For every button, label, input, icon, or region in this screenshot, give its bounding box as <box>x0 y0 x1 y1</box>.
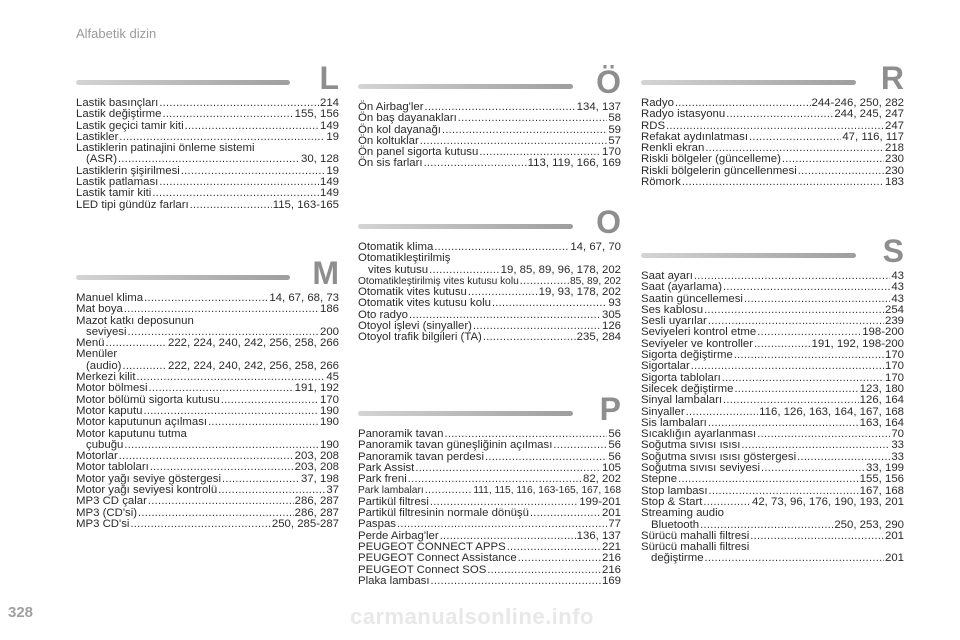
section-m <box>76 257 339 530</box>
entry-term: Panoramik tavan güneşliğinin açılması <box>358 439 553 452</box>
entry-page-numbers: 250, 285-287 <box>271 517 339 530</box>
dot-leader <box>159 177 319 188</box>
entry-term: Park lambaları <box>358 485 424 497</box>
entry-list <box>76 293 339 530</box>
entry-term: Sigortalar <box>641 360 690 373</box>
section-divider <box>358 84 573 89</box>
dot-leader <box>185 121 319 132</box>
entry-page-numbers: 286, 287 <box>294 506 339 519</box>
dot-leader <box>723 282 890 293</box>
dot-leader <box>152 188 319 199</box>
entry-term: MP3 CD'si <box>76 517 130 530</box>
entry-term: Sıcaklığın ayarlanması <box>641 428 757 441</box>
entry-page-numbers: 43 <box>891 292 904 305</box>
entry-term: LED tipi gündüz farları <box>76 198 189 211</box>
section-divider <box>358 224 573 229</box>
entry-page-numbers: 56 <box>608 450 621 463</box>
entry-page-numbers: 33 <box>891 450 904 463</box>
entry-page-numbers: 77 <box>608 518 621 531</box>
entry-page-numbers: 37 <box>326 484 339 497</box>
section-letter: Ö <box>596 64 621 100</box>
index-entry-heading: Otomatikleştirilmiş <box>358 252 451 265</box>
entry-term: Partikül filtresinin normale dönüşü <box>358 507 529 520</box>
entry-term: Ön sis farları <box>358 157 423 170</box>
index-entry <box>76 519 339 530</box>
index-entry <box>76 109 339 120</box>
index-entry <box>641 474 904 485</box>
entry-term: Menü <box>76 337 105 350</box>
entry-page-numbers: 218 <box>884 142 904 155</box>
entry-page-numbers: 30, 128 <box>300 153 339 166</box>
index-entry <box>358 332 621 343</box>
entry-term: vites kutusu <box>368 263 429 276</box>
entry-page-numbers: 170 <box>884 349 904 362</box>
index-entry <box>641 395 904 406</box>
entry-page-numbers: 57 <box>608 134 621 147</box>
entry-page-numbers: 198-200 <box>862 326 904 339</box>
entry-term: Stop & Start <box>641 495 703 508</box>
entry-term: seviyesi <box>86 325 127 338</box>
entry-term: Sesli uyarılar <box>641 315 707 328</box>
section-letter: S <box>882 233 904 269</box>
entry-page-numbers: 155, 156 <box>859 473 904 486</box>
dot-leader <box>678 474 859 485</box>
header-title: Alfabetik dizin <box>76 26 157 41</box>
index-entry <box>76 200 339 211</box>
entry-term: Lastik patlaması <box>76 176 159 189</box>
entry-page-numbers: 149 <box>319 119 339 132</box>
entry-page-numbers: 216 <box>601 563 621 576</box>
entry-page-numbers: 47, 116, 117 <box>842 130 904 143</box>
section-o-umlaut <box>358 66 621 170</box>
index-entry <box>76 417 339 428</box>
entry-term: Motor yağı seviyesi kontrolü <box>76 484 218 497</box>
watermark: carmanualsonline.info <box>350 604 594 629</box>
entry-page-numbers: 191, 192, 198-200 <box>811 337 904 350</box>
index-entry <box>358 113 621 124</box>
entry-page-numbers: 254 <box>884 303 904 316</box>
entry-term: Otoyol işlevi (sinyaller) <box>358 320 472 333</box>
dot-leader <box>682 177 884 188</box>
entry-term: Otomatik klima <box>358 241 434 253</box>
index-entry-heading: Motor kaputunu tutma <box>76 427 187 440</box>
entry-list <box>358 102 621 170</box>
entry-term: Seviyeler ve kontroller <box>641 337 754 350</box>
entry-term: Ön baş dayanakları <box>358 112 457 125</box>
entry-term: Saat (ayarlama) <box>641 281 723 294</box>
entry-term: Radyo istasyonu <box>641 108 726 121</box>
entry-term: Saatin güncellemesi <box>641 292 743 305</box>
entry-term: Saat ayarı <box>641 270 693 282</box>
entry-page-numbers: 113, 119, 166, 169 <box>527 157 621 170</box>
entry-page-numbers: 230 <box>884 164 904 177</box>
entry-term: RDS <box>641 119 666 132</box>
index-entry <box>358 158 621 169</box>
entry-page-numbers: 105 <box>601 461 621 474</box>
dot-leader <box>754 339 810 350</box>
entry-page-numbers: 183 <box>884 176 904 189</box>
section-letter: O <box>596 204 621 240</box>
dot-leader <box>734 350 884 361</box>
entry-page-numbers: 222, 224, 240, 242, 256, 258, 266 <box>167 337 339 350</box>
entry-page-numbers: 42, 73, 96, 176, 190, 193, 201 <box>751 495 904 508</box>
index-entry <box>358 440 621 451</box>
entry-term: değiştirme <box>651 552 704 565</box>
entry-term: Motor kaputu <box>76 404 143 417</box>
dot-leader <box>148 496 294 507</box>
entry-term: Stop lambası <box>641 484 708 497</box>
entry-term: Bluetooth <box>651 518 700 531</box>
index-entry-heading: Sürücü mahalli filtresi <box>641 541 750 554</box>
dot-leader <box>518 553 601 564</box>
entry-term: Riskli bölgeler (güncelleme) <box>641 153 781 166</box>
entry-page-numbers: 93 <box>608 297 621 310</box>
dot-leader <box>750 531 884 542</box>
section-letter: L <box>319 60 339 96</box>
entry-page-numbers: 216 <box>601 552 621 565</box>
entry-term: Otoyol trafik bilgileri (TA) <box>358 331 482 344</box>
dot-leader <box>425 485 473 496</box>
entry-term: Sinyal lambaları <box>641 394 723 407</box>
entry-page-numbers: 201 <box>884 529 904 542</box>
entry-term: Lastik geçici tamir kiti <box>76 119 184 132</box>
entry-term: Römork <box>641 176 681 189</box>
entry-term: Otomatik vites kutusu <box>358 286 467 299</box>
entry-page-numbers: 126, 164 <box>859 394 904 407</box>
entry-list <box>641 271 904 565</box>
index-entry <box>76 304 339 315</box>
page-number: 328 <box>8 604 34 621</box>
section-divider <box>76 275 290 280</box>
dot-leader <box>429 265 500 276</box>
section-o <box>358 206 621 344</box>
dot-leader <box>124 440 319 451</box>
dot-leader <box>485 452 607 463</box>
entry-list <box>358 242 621 344</box>
entry-page-numbers: 244, 245, 247 <box>834 108 904 121</box>
entry-page-numbers: 136, 137 <box>576 529 621 542</box>
index-entry <box>358 265 621 276</box>
entry-term: Manuel klima <box>76 292 144 304</box>
entry-term: PEUGEOT Connect Assistance <box>358 552 517 565</box>
entry-term: Park freni <box>358 473 407 486</box>
index-entry <box>358 474 621 485</box>
dot-leader <box>442 125 607 136</box>
dot-leader <box>487 565 601 576</box>
entry-term: Soğutma sıvısı seviyesi <box>641 462 761 475</box>
dot-leader <box>408 474 582 485</box>
entry-page-numbers: 14, 67, 68, 73 <box>269 292 339 304</box>
entry-term: PEUGEOT CONNECT APPS <box>358 540 506 553</box>
entry-term: Seviyeleri kontrol etme <box>641 326 757 339</box>
dot-leader <box>782 154 884 165</box>
entry-term: Ön Airbag'ler <box>358 101 424 113</box>
index-entry <box>641 282 904 293</box>
entry-page-numbers: 163, 164 <box>859 416 904 429</box>
entry-term: Panoramik tavan <box>358 428 444 440</box>
entry-term: Otomatikleştirilmiş vites kutusu kolu <box>358 275 519 287</box>
entry-term: Lastik tamir kiti <box>76 187 152 200</box>
dot-leader <box>507 542 601 553</box>
entry-page-numbers: 170 <box>884 371 904 384</box>
dot-leader <box>144 293 268 304</box>
entry-page-numbers: 33 <box>891 439 904 452</box>
entry-page-numbers: 82, 202 <box>582 473 621 486</box>
entry-page-numbers: 19 <box>326 130 339 143</box>
dot-leader <box>749 132 841 143</box>
entry-page-numbers: 191, 192 <box>294 382 339 395</box>
entry-term: Ön panel sigorta kutusu <box>358 146 479 159</box>
index-entry <box>358 519 621 530</box>
entry-term: Mat boya <box>76 303 123 316</box>
entry-page-numbers: 286, 287 <box>294 495 339 508</box>
entry-term: çubuğu <box>86 438 124 451</box>
entry-term: Soğutma sıvısı ısısı <box>641 439 741 452</box>
index-entry <box>76 496 339 507</box>
entry-page-numbers: 134, 137 <box>576 101 621 113</box>
entry-term: Paspas <box>358 518 396 531</box>
dot-leader <box>530 508 601 519</box>
dot-leader <box>424 158 527 169</box>
entry-page-numbers: 149 <box>319 187 339 200</box>
entry-page-numbers: 116, 126, 163, 164, 167, 168 <box>759 405 904 418</box>
dot-leader <box>723 395 859 406</box>
index-entry <box>358 553 621 564</box>
index-entry-heading: Lastiklerin patinajini önleme sistemi <box>76 142 255 155</box>
entry-page-numbers: 19, 85, 89, 96, 178, 202 <box>500 263 621 276</box>
section-divider <box>76 80 290 85</box>
entry-list <box>358 429 621 587</box>
entry-term: Renkli ekran <box>641 142 705 155</box>
entry-page-numbers: 33, 199 <box>865 462 904 475</box>
entry-page-numbers: 14, 67, 70 <box>570 241 621 253</box>
entry-page-numbers: 170 <box>884 360 904 373</box>
entry-page-numbers: 203, 208 <box>294 450 339 463</box>
dot-leader <box>553 440 607 451</box>
dot-leader <box>744 294 890 305</box>
entry-term: Refakat aydınlatması <box>641 130 748 143</box>
entry-term: Motor tabloları <box>76 461 149 474</box>
section-l <box>76 62 339 211</box>
dot-leader <box>705 553 884 564</box>
dot-leader <box>761 463 865 474</box>
index-entry-heading: Menüler <box>76 348 118 361</box>
entry-page-numbers: 115, 163-165 <box>272 198 339 211</box>
entry-page-numbers: 230 <box>884 153 904 166</box>
dot-leader <box>734 384 858 395</box>
dot-leader <box>162 109 293 120</box>
entry-term: (ASR) <box>86 153 118 166</box>
entry-term: Stepne <box>641 473 678 486</box>
entry-term: Oto radyo <box>358 308 409 321</box>
entry-page-numbers: 170 <box>319 393 339 406</box>
entry-term: PEUGEOT Connect SOS <box>358 563 487 576</box>
entry-page-numbers: 239 <box>884 315 904 328</box>
dot-leader <box>149 383 294 394</box>
section-letter: P <box>599 391 621 427</box>
section-p <box>358 393 621 587</box>
entry-page-numbers: 85, 89, 202 <box>570 275 621 287</box>
index-entry <box>641 553 904 564</box>
entry-page-numbers: 200 <box>319 325 339 338</box>
index-entry-heading: Mazot katkı deposunun <box>76 314 194 327</box>
entry-page-numbers: 19, 93, 178, 202 <box>538 286 621 299</box>
entry-term: Motor bölmesi <box>76 382 148 395</box>
dot-leader <box>181 166 326 177</box>
entry-term: Otomatik vites kutusu kolu <box>358 297 491 310</box>
section-s <box>641 235 904 565</box>
entry-page-numbers: 59 <box>608 123 621 136</box>
entry-page-numbers: 123, 180 <box>859 382 904 395</box>
entry-page-numbers: 19 <box>326 164 339 177</box>
entry-term: Panoramik tavan perdesi <box>358 450 484 463</box>
dot-leader <box>694 271 890 282</box>
entry-term: Sürücü mahalli filtresi <box>641 529 750 542</box>
section-r <box>641 62 904 188</box>
entry-term: Ön kol dayanağı <box>358 123 441 136</box>
entry-page-numbers: 250, 253, 290 <box>834 518 904 531</box>
entry-page-numbers: 201 <box>601 507 621 520</box>
entry-page-numbers: 305 <box>601 308 621 321</box>
entry-term: Silecek değiştirme <box>641 382 734 395</box>
entry-page-numbers: 43 <box>891 281 904 294</box>
entry-term: Motor bölümü sigorta kutusu <box>76 393 220 406</box>
dot-leader <box>431 576 601 587</box>
entry-page-numbers: 199-201 <box>579 495 621 508</box>
entry-page-numbers: 235, 284 <box>576 331 621 344</box>
section-divider <box>641 253 856 258</box>
index-entry <box>76 188 339 199</box>
entry-page-numbers: 167, 168 <box>859 484 904 497</box>
entry-term: Sigorta değiştirme <box>641 349 733 362</box>
entry-page-numbers: 126 <box>601 320 621 333</box>
entry-term: Motor kaputunun açılması <box>76 416 208 429</box>
entry-page-numbers: 37, 198 <box>300 472 339 485</box>
entry-term: Lastikler <box>76 130 119 143</box>
entry-term: MP3 CD çalar <box>76 495 147 508</box>
entry-page-numbers: 244-246, 250, 282 <box>811 97 904 109</box>
dot-leader <box>208 417 319 428</box>
dot-leader <box>138 508 294 519</box>
entry-term: Riskli bölgelerin güncellenmesi <box>641 164 797 177</box>
index-entry <box>76 383 339 394</box>
dot-leader <box>397 519 607 530</box>
section-divider <box>358 411 573 416</box>
entry-term: Sigorta tabloları <box>641 371 721 384</box>
entry-term: Ses kablosu <box>641 303 704 316</box>
dot-leader <box>130 519 270 530</box>
index-entry <box>641 177 904 188</box>
entry-page-numbers: 45 <box>326 371 339 384</box>
dot-leader <box>190 200 272 211</box>
dot-leader <box>221 395 319 406</box>
entry-page-numbers: 155, 156 <box>294 108 339 121</box>
index-entry <box>641 361 904 372</box>
entry-term: Partikül filtresi <box>358 495 429 508</box>
entry-page-numbers: 214 <box>319 97 339 109</box>
entry-page-numbers: 203, 208 <box>294 461 339 474</box>
section-divider <box>641 80 856 85</box>
entry-term: Radyo <box>641 97 674 109</box>
entry-term: Lastik basınçları <box>76 97 159 109</box>
entry-page-numbers: 169 <box>601 574 621 587</box>
entry-term: Lastiklerin şişirilmesi <box>76 164 180 177</box>
index-entry <box>358 508 621 519</box>
entry-list <box>641 98 904 188</box>
entry-term: Perde Airbag'ler <box>358 529 439 542</box>
index-entry-heading: Streaming audio <box>641 507 724 520</box>
entry-term: Sinyaller <box>641 405 685 418</box>
dot-leader <box>222 474 300 485</box>
dot-leader <box>492 298 607 309</box>
dot-leader <box>124 304 319 315</box>
entry-page-numbers: 56 <box>608 439 621 452</box>
entry-page-numbers: 186 <box>319 303 339 316</box>
entry-page-numbers: 190 <box>319 404 339 417</box>
dot-leader <box>704 305 884 316</box>
index-entry <box>641 109 904 120</box>
entry-term: Lastik değiştirme <box>76 108 162 121</box>
entry-page-numbers: 190 <box>319 438 339 451</box>
entry-term: Park Assist <box>358 461 415 474</box>
entry-term: Motor yağı seviye göstergesi <box>76 472 221 485</box>
entry-page-numbers: 221 <box>601 540 621 553</box>
entry-term: MP3 (CD'si) <box>76 506 138 519</box>
entry-page-numbers: 58 <box>608 112 621 125</box>
entry-page-numbers: 111, 115, 116, 163-165, 167, 168 <box>473 485 621 497</box>
entry-page-numbers: 222, 224, 240, 242, 256, 258, 266 <box>167 359 339 372</box>
dot-leader <box>434 242 569 253</box>
entry-list <box>76 98 339 211</box>
entry-term: Ön koltuklar <box>358 134 419 147</box>
entry-page-numbers: 56 <box>608 428 621 440</box>
section-letter: R <box>880 60 904 96</box>
entry-term: (audio) <box>86 359 122 372</box>
entry-page-numbers: 43 <box>891 270 904 282</box>
entry-term: Merkezi kilit <box>76 371 136 384</box>
dot-leader <box>757 429 890 440</box>
entry-page-numbers: 70 <box>891 428 904 441</box>
entry-page-numbers: 170 <box>601 146 621 159</box>
dot-leader <box>458 113 608 124</box>
entry-page-numbers: 149 <box>319 176 339 189</box>
dot-leader <box>415 463 601 474</box>
dot-leader <box>483 332 576 343</box>
index-entry <box>358 576 621 587</box>
entry-term: Plaka lambası <box>358 574 430 587</box>
entry-term: Sis lambaları <box>641 416 707 429</box>
entry-term: Motorlar <box>76 450 118 463</box>
dot-leader <box>726 109 833 120</box>
entry-page-numbers: 201 <box>884 552 904 565</box>
dot-leader <box>798 166 884 177</box>
entry-page-numbers: 190 <box>319 416 339 429</box>
dot-leader <box>691 361 884 372</box>
entry-term: Soğutma sıvısı ısısı göstergesi <box>641 450 797 463</box>
entry-page-numbers: 247 <box>884 119 904 132</box>
section-letter: M <box>312 255 339 291</box>
